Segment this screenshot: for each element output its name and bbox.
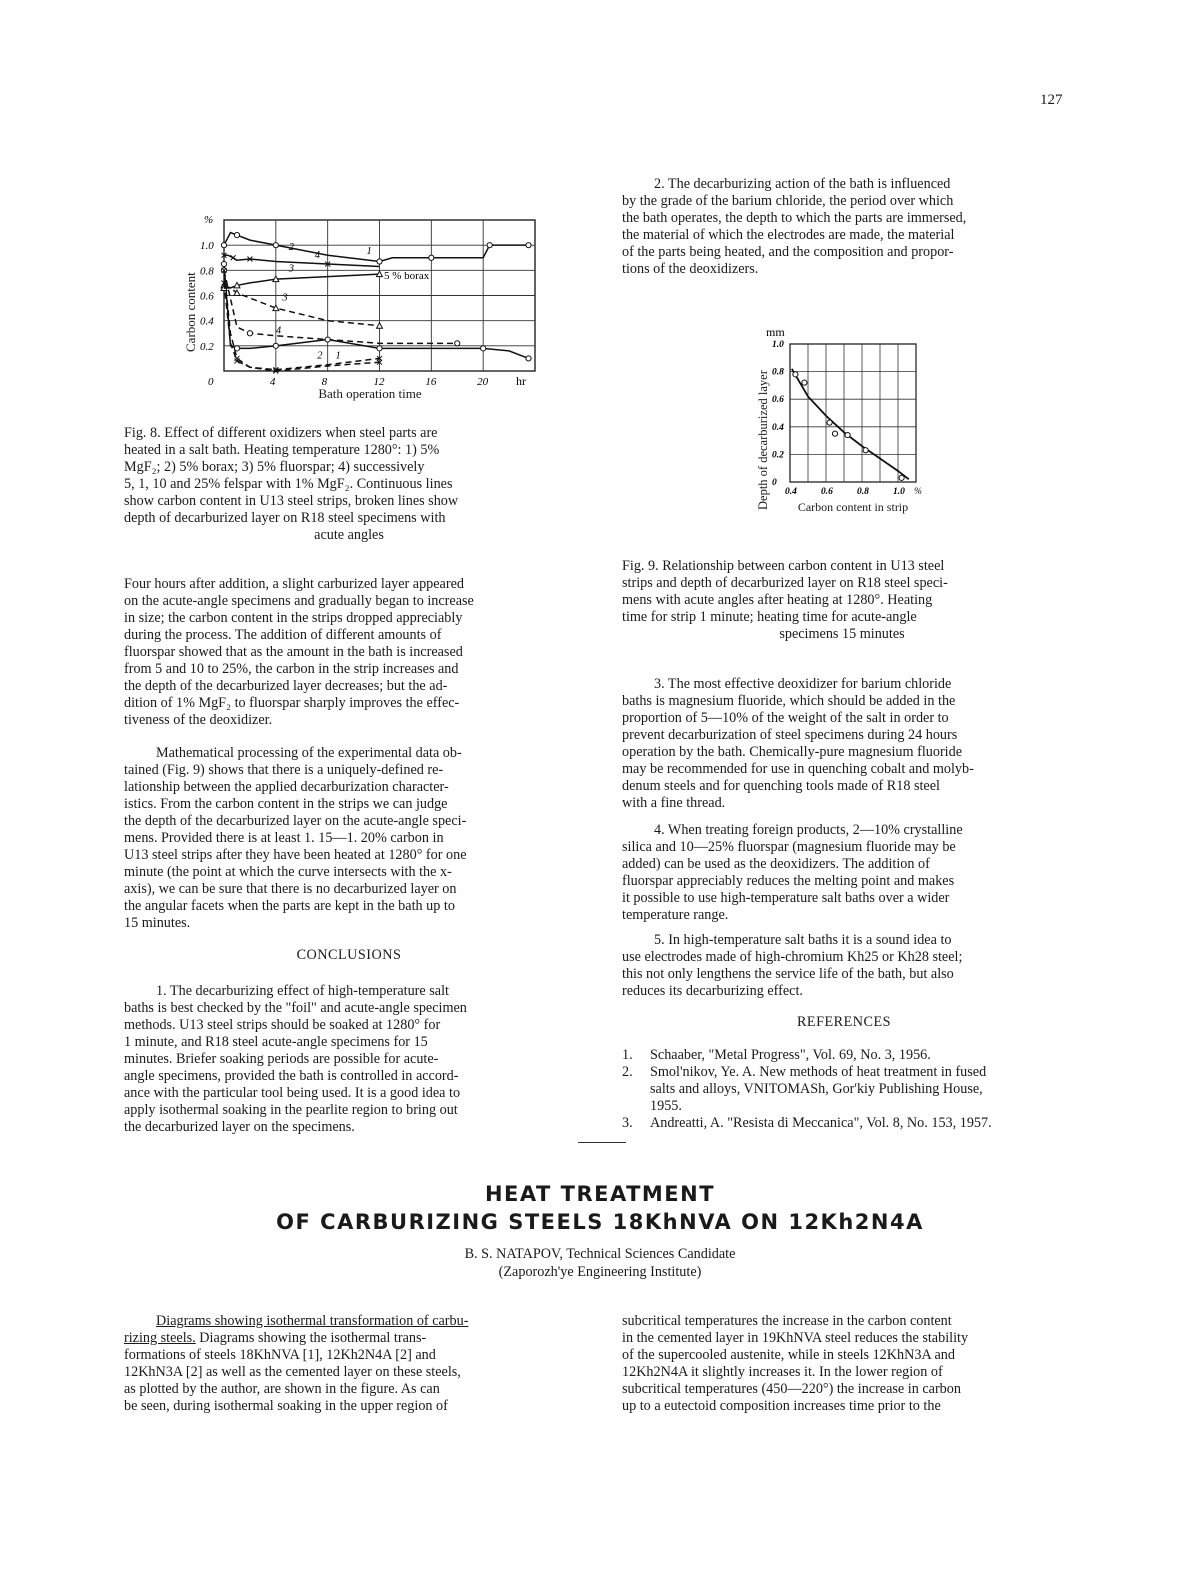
fig8-curve-label: 1 xyxy=(366,245,372,257)
reference-number: 1. xyxy=(622,1047,633,1063)
left_para2-line: mens. Provided there is at least 1. 15—1. 20% carbon in xyxy=(124,830,444,846)
right-paragraph-4 xyxy=(622,822,1092,924)
fig8-xtick: 20 xyxy=(477,376,489,388)
fig9-ytick: 1.0 xyxy=(772,340,784,350)
left_para2-line: tained (Fig. 9) shows that there is a uniquely-defined re- xyxy=(124,762,444,778)
fig8-xtick: 16 xyxy=(425,376,437,388)
article.right_lines-line: of the supercooled austenite, while in steels 12KhN3A and xyxy=(622,1347,955,1363)
fig8-ytick: 0.6 xyxy=(200,290,214,303)
right_para3-line: prevent decarburization of steel specimens during 24 hours xyxy=(622,727,958,743)
conclusion-1 xyxy=(124,983,594,1136)
article-subheading-part-1: Diagrams showing isothermal transformation of carbu- xyxy=(156,1313,469,1329)
left_para2-line: istics. From the carbon content in the strips we can judge xyxy=(124,796,448,812)
right-paragraph-5 xyxy=(622,932,1092,1000)
fig9-ytick: 0.2 xyxy=(772,450,784,461)
left_para1-line: dition of 1% MgF₂ to fluorspar sharply improves the effec- xyxy=(124,695,460,711)
fig9.caption_lines-line: time for strip 1 minute; heating time for acute-angle xyxy=(622,609,917,625)
fig9-point xyxy=(863,448,868,453)
fig8-ytick: 0.8 xyxy=(200,265,214,278)
fig9-caption xyxy=(622,558,1062,643)
article.left_lines-line: 12KhN3A [2] as well as the cemented layer on these steels, xyxy=(124,1364,461,1380)
reference-item xyxy=(622,1064,1102,1115)
section-divider xyxy=(578,1142,626,1143)
fig8-curve-label: 4 xyxy=(275,325,282,337)
right_para4-line: silica and 10—25% fluorspar (magnesium fluoride may be xyxy=(622,839,956,855)
article.right_lines-line: subcritical temperatures (450—220°) the increase in carbon xyxy=(622,1381,961,1397)
article.right_lines-line: in the cemented layer in 19KhNVA steel reduces the stability xyxy=(622,1330,969,1346)
right_top_paragraph-line: 2. The decarburizing action of the bath is influenced xyxy=(654,176,951,192)
article.right_lines-line: subcritical temperatures the increase in the carbon content xyxy=(622,1313,952,1329)
conclusion1-line: apply isothermal soaking in the pearlite region to bring out xyxy=(124,1102,458,1118)
fig8-point xyxy=(234,233,239,238)
fig9-xtick: 1.0 xyxy=(893,487,905,497)
fig8-x-label: Bath operation time xyxy=(318,386,422,401)
fig9-point xyxy=(832,431,837,436)
fig9-point xyxy=(793,372,798,377)
conclusion1-line: angle specimens, provided the bath is controlled in accord- xyxy=(124,1068,459,1084)
fig8-curve-label: 4 xyxy=(314,249,320,261)
left-paragraph-1 xyxy=(124,576,594,729)
article-left-lines xyxy=(124,1347,594,1415)
article-title-line-2: OF CARBURIZING STEELS 18KhNVA ON 12Kh2N4A xyxy=(276,1210,924,1234)
fig8-y-label-wrap xyxy=(183,232,199,352)
fig8-point xyxy=(221,243,226,248)
conclusions-heading: CONCLUSIONS xyxy=(296,947,402,963)
fig8-y-unit: % xyxy=(204,214,214,226)
fig9-ytick: 0 xyxy=(772,478,777,488)
right_para4-line: temperature range. xyxy=(622,907,729,923)
left_para2-line: U13 steel strips after they have been heated at 1280° for one xyxy=(124,847,467,863)
fig8-point xyxy=(247,331,252,336)
left_para1-line: from 5 and 10 to 25%, the carbon in the strip increases and xyxy=(124,661,459,677)
fig8-y-label: Carbon content xyxy=(183,272,198,352)
right_para3-line: denum steels and for quenching tools made of R18 steel xyxy=(622,778,940,794)
fig8-xtick: 0 xyxy=(208,376,214,388)
article-subheading-part-2: rizing steels. xyxy=(124,1330,196,1346)
right_top_paragraph-line: by the grade of the barium chloride, the period over which xyxy=(622,193,954,209)
references-heading: REFERENCES xyxy=(796,1014,892,1030)
fig9.caption_lines-line: mens with acute angles after heating at 1280°. Heating xyxy=(622,592,933,608)
right_para4-line: fluorspar appreciably reduces the melting point and makes xyxy=(622,873,955,889)
fig8-point xyxy=(273,243,278,248)
fig9-xtick: 0.8 xyxy=(857,487,869,497)
fig8.caption_lines-line: MgF₂; 2) 5% borax; 3) 5% fluorspar; 4) successively xyxy=(124,459,425,475)
article.left_lines-line: be seen, during isothermal soaking in the upper region of xyxy=(124,1398,448,1414)
fig8-point xyxy=(273,343,278,348)
right_para4-line: added) can be used as the deoxidizers. The addition of xyxy=(622,856,930,872)
fig8.caption_lines-line: heated in a salt bath. Heating temperature 1280°: 1) 5% xyxy=(124,442,440,458)
fig8.caption_lines-line: Fig. 8. Effect of different oxidizers when steel parts are xyxy=(124,425,438,441)
article-left-line-1 xyxy=(124,1313,594,1330)
conclusion1-line: 1 minute, and R18 steel acute-angle specimens for 15 xyxy=(124,1034,428,1050)
fig8-ytick: 0.4 xyxy=(200,315,214,328)
fig9-chart xyxy=(756,322,926,500)
article.right_lines-line: 12Kh2N4A it slightly increases it. In the lower region of xyxy=(622,1364,943,1380)
conclusion1-line: the decarburized layer on the specimens. xyxy=(124,1119,355,1135)
left_para1-line: on the acute-angle specimens and gradually began to increase xyxy=(124,593,474,609)
fig8-ytick: 1.0 xyxy=(200,240,214,253)
fig8-curve-label: 3 xyxy=(282,292,288,304)
fig9-xtick: 0.6 xyxy=(821,487,833,497)
page-number: 127 xyxy=(1040,92,1063,108)
right_para3-line: proportion of 5—10% of the weight of the salt in order to xyxy=(622,710,949,726)
fig8-series-line xyxy=(224,274,380,288)
fig9-ticks xyxy=(772,340,922,497)
fig8-annotation: 5 % borax xyxy=(384,270,430,282)
article-left-line-2-rest: Diagrams showing the isothermal trans- xyxy=(195,1330,427,1346)
article.right_lines-line: up to a eutectoid composition increases time prior to the xyxy=(622,1398,941,1414)
fig9-point xyxy=(899,475,904,480)
left_para2-line: the depth of the decarburized layer on the acute-angle speci- xyxy=(124,813,467,829)
fig9-ytick: 0.4 xyxy=(772,422,784,433)
right_para3-line: 3. The most effective deoxidizer for barium chloride xyxy=(654,676,952,692)
conclusion1-line: ance with the particular tool being used. It is a good idea to xyxy=(124,1085,461,1101)
fig8-curve-label: 3 xyxy=(288,263,295,275)
fig8-curves xyxy=(221,233,531,374)
fig8-point xyxy=(487,243,492,248)
fig9-x-label: Carbon content in strip xyxy=(797,500,909,514)
article-left-line-2 xyxy=(124,1330,594,1347)
fig8-point xyxy=(455,341,460,346)
fig8-point xyxy=(221,261,226,266)
fig8.caption_lines-line: 5, 1, 10 and 25% felspar with 1% MgF₂. Continuous lines xyxy=(124,476,453,492)
right-paragraph-3 xyxy=(622,676,1092,812)
reference-number: 2. xyxy=(622,1064,633,1080)
fig8-caption xyxy=(124,425,574,544)
fig8-point xyxy=(526,243,531,248)
left_para2-line: lationship between the applied decarburization character- xyxy=(124,779,449,795)
left_para1-line: tiveness of the deoxidizer. xyxy=(124,712,273,728)
reference-text: Smol'nikov, Ye. A. New methods of heat treatment in fused salts and alloys, VNITOMASh, Gor'kiy Publishing House, 1955. xyxy=(650,1064,987,1114)
fig9-point xyxy=(802,380,807,385)
left_para1-line: the depth of the decarburized layer decreases; but the ad- xyxy=(124,678,448,694)
fig9-x-unit: % xyxy=(914,487,922,497)
fig9-frame xyxy=(790,344,916,482)
fig8-xtick: 12 xyxy=(373,376,385,388)
conclusion1-line: minutes. Briefer soaking periods are possible for acute- xyxy=(124,1051,439,1067)
article-affiliation: (Zaporozh'ye Engineering Institute) xyxy=(498,1264,702,1280)
reference-text: Andreatti, A. "Resista di Meccanica", Vol. 8, No. 153, 1957. xyxy=(650,1115,992,1131)
fig8-point xyxy=(377,259,382,264)
left_para2-line: minute (the point at which the curve intersects with the x- xyxy=(124,864,452,880)
fig8-point xyxy=(325,337,330,342)
left_para1-line: in size; the carbon content in the strips dropped appreciably xyxy=(124,610,463,626)
left_para2-line: Mathematical processing of the experimental data ob- xyxy=(156,745,462,761)
right_para4-line: 4. When treating foreign products, 2—10% crystalline xyxy=(654,822,963,838)
left_para1-line: Four hours after addition, a slight carburized layer appeared xyxy=(124,576,464,592)
fig9.caption_lines-line: strips and depth of decarburized layer on R18 steel speci- xyxy=(622,575,948,591)
fig8-point xyxy=(377,346,382,351)
right_para3-line: may be recommended for use in quenching cobalt and molyb- xyxy=(622,761,974,777)
fig9-grid xyxy=(790,344,916,482)
fig8-xtick: 8 xyxy=(321,376,328,388)
fig8-ytick: 0.2 xyxy=(200,340,214,353)
right_top_paragraph-line: of the parts being heated, and the composition and propor- xyxy=(622,244,954,260)
left_para1-line: during the process. The addition of different amounts of xyxy=(124,627,442,643)
fig8-curve-label: 2 xyxy=(317,350,323,362)
conclusion1-line: baths is best checked by the "foil" and acute-angle specimen xyxy=(124,1000,467,1016)
reference-item xyxy=(622,1047,1102,1064)
fig9-marks xyxy=(792,369,909,481)
article-left-column xyxy=(124,1313,594,1415)
right_para5-line: reduces its decarburizing effect. xyxy=(622,983,803,999)
left-paragraph-2 xyxy=(124,745,594,932)
fig9-ytick: 0.8 xyxy=(772,367,784,378)
fig9-xtick: 0.4 xyxy=(785,487,797,497)
fig8-xtick: 4 xyxy=(269,376,276,388)
fig8-chart xyxy=(180,205,560,400)
right_para3-line: with a fine thread. xyxy=(622,795,726,811)
fig9.caption_lines-line: Fig. 9. Relationship between carbon content in U13 steel xyxy=(622,558,945,574)
left_para1-line: fluorspar showed that as the amount in the bath is increased xyxy=(124,644,463,660)
right_top_paragraph-line: tions of the deoxidizers. xyxy=(622,261,759,277)
fig8-point xyxy=(526,356,531,361)
references-list xyxy=(622,1047,1102,1132)
right_top_paragraph-line: the bath operates, the depth to which the parts are immersed, xyxy=(622,210,967,226)
fig8-curve-label: 2 xyxy=(288,242,295,254)
fig9-y-label-wrap xyxy=(756,342,772,512)
fig8-point xyxy=(377,323,383,329)
fig8-series-line xyxy=(224,288,380,326)
fig9-trend-line xyxy=(792,369,909,479)
fig8-x-unit: hr xyxy=(516,374,526,388)
article-author: B. S. NATAPOV, Technical Sciences Candidate xyxy=(464,1246,736,1262)
conclusion1-line: methods. U13 steel strips should be soaked at 1280° for xyxy=(124,1017,441,1033)
right_para3-line: baths is magnesium fluoride, which should be added in the xyxy=(622,693,956,709)
right_para5-line: use electrodes made of high-chromium Kh25 or Kh28 steel; xyxy=(622,949,963,965)
right-top-paragraph xyxy=(622,176,1092,278)
left_para2-line: axis), we can be sure that there is no decarburized layer on xyxy=(124,881,457,897)
reference-item xyxy=(622,1115,1102,1132)
fig8-point xyxy=(481,346,486,351)
fig8.caption_lines-line: show carbon content in U13 steel strips, broken lines show xyxy=(124,493,459,509)
right_para5-line: 5. In high-temperature salt baths it is a sound idea to xyxy=(654,932,952,948)
fig8-point xyxy=(429,255,434,260)
conclusion1-line: 1. The decarburizing effect of high-temperature salt xyxy=(156,983,449,999)
right_para3-line: operation by the bath. Chemically-pure magnesium fluoride xyxy=(622,744,963,760)
reference-text: Schaaber, "Metal Progress", Vol. 69, No. 3, 1956. xyxy=(650,1047,931,1063)
fig9-y-unit: mm xyxy=(766,325,785,339)
fig8-ticks xyxy=(200,240,489,388)
fig9-point xyxy=(827,420,832,425)
fig9-y-label: Depth of decarburized layer xyxy=(756,370,770,510)
fig9.caption_lines-line: specimens 15 minutes xyxy=(779,626,905,642)
fig9-ytick: 0.6 xyxy=(772,395,784,406)
fig8.caption_lines-line: acute angles xyxy=(314,527,384,543)
right_top_paragraph-line: the material of which the electrodes are made, the material xyxy=(622,227,955,243)
article-title-line-1: HEAT TREATMENT xyxy=(484,1182,716,1206)
reference-number: 3. xyxy=(622,1115,633,1131)
fig9-point xyxy=(845,432,850,437)
article.left_lines-line: as plotted by the author, are shown in the figure. As can xyxy=(124,1381,440,1397)
article.left_lines-line: formations of steels 18KhNVA [1], 12Kh2N4A [2] and xyxy=(124,1347,436,1363)
article-right-column xyxy=(622,1313,1092,1415)
right_para4-line: it possible to use high-temperature salt baths over a wider xyxy=(622,890,950,906)
left_para2-line: 15 minutes. xyxy=(124,915,191,931)
right_para5-line: this not only lengthens the service life of the bath, but also xyxy=(622,966,954,982)
fig8.caption_lines-line: depth of decarburized layer on R18 steel specimens with xyxy=(124,510,446,526)
fig8-curve-label: 1 xyxy=(335,350,341,362)
left_para2-line: the angular facets when the parts are kept in the bath up to xyxy=(124,898,455,914)
